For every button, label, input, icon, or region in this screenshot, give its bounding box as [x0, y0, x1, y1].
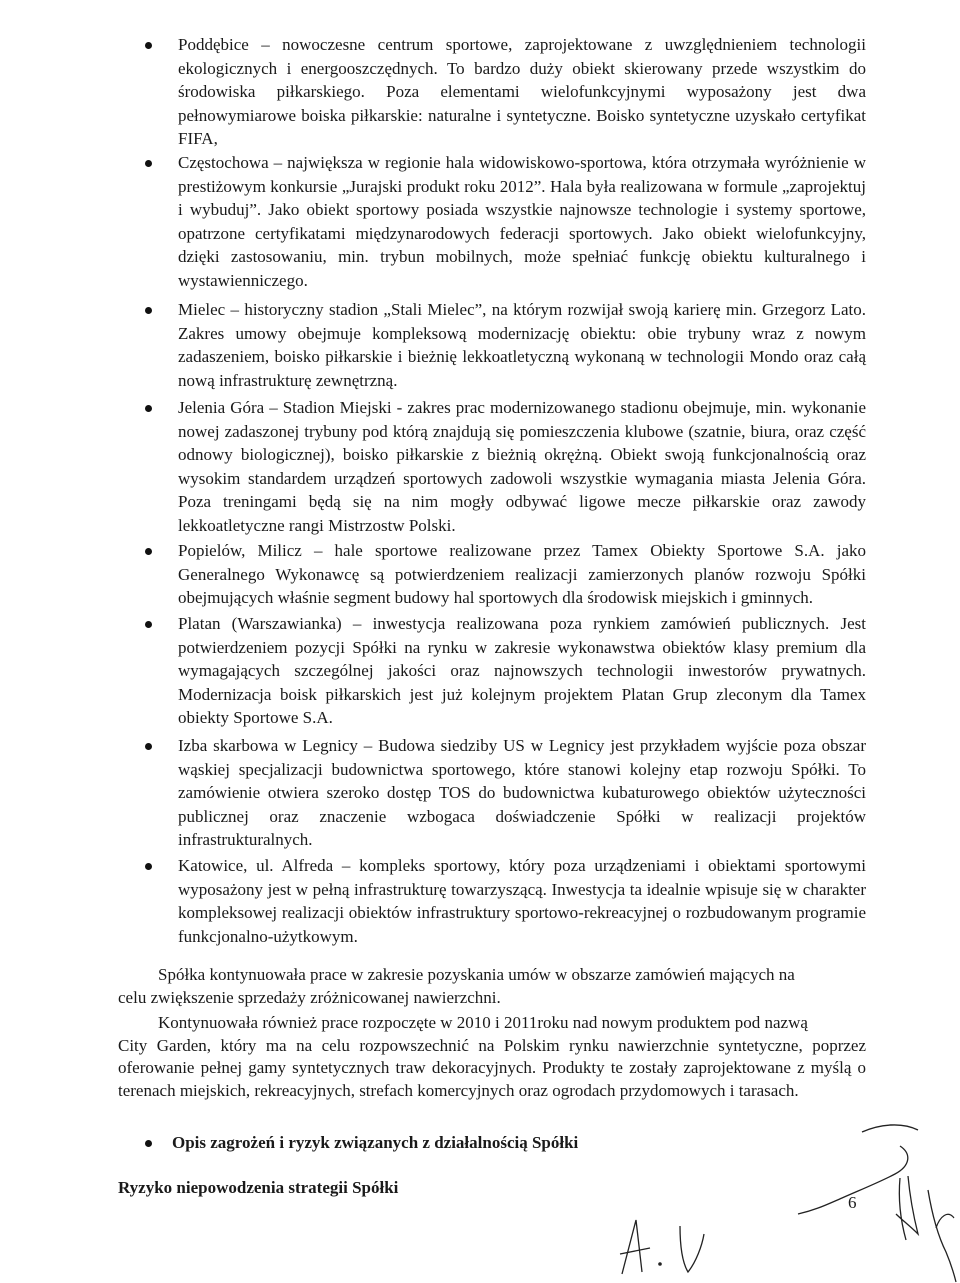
body-paragraph: Kontynuowała również prace rozpoczęte w 2010 i 2011roku nad nowym produktem pod nazwą City Garden, który ma na celu rozpowszechnić na Polskim rynku nawierzchnie syntetyczne, poprzez oferowanie pełnej gamy syntetycznych traw dekoracyjnych. Produkty te zostały zaprojektowane z myślą o terenach miejskich, rekreacyjnych, strefach komercyjnych oraz ogrodach przydomowych i tarasach. [118, 1013, 866, 1100]
bullet-icon [145, 160, 152, 167]
list-item: Mielec – historyczny stadion „Stali Mielec”, na którym rozwijał swoją karierę min. Grzegorz Lato. Zakres umowy obejmuje kompleksową modernizację obiektu: obie trybuny wraz z nowym zadaszeniem, boisko piłkarskie i bieżnię lekkoatletyczną wykonaną w technologii Mondo oraz całą nową infrastrukturę zewnętrzną. [178, 298, 866, 392]
bullet-icon [145, 621, 152, 628]
list-item: Platan (Warszawianka) – inwestycja realizowana poza rynkiem zamówień publicznych. Jest potwierdzeniem pozycji Spółki na rynku w zakresie wykonawstwa obiektów klasy premium dla wymagających szczególnej jakości oraz najnowszych technologii inwestorów prywatnych. Modernizacja boisk piłkarskich jest już kolejnym projektem Platan Grup zleconym dla Tamex obiekty Sportowe S.A. [178, 612, 866, 730]
bullet-icon [145, 42, 152, 49]
list-item: Katowice, ul. Alfreda – kompleks sportowy, który poza urządzeniami i obiektami sportowymi wyposażony jest w pełną infrastrukturę towarzyszącą. Inwestycja ta idealnie wpisuje się w charakter kompleksowej realizacji obiektów infrastruktury sportowo-rekreacyjnej o rozbudowanym programie funkcjonalno-użytkowym. [178, 854, 866, 948]
list-item: Izba skarbowa w Legnicy – Budowa siedziby US w Legnicy jest przykładem wyjście poza obszar wąskiej specjalizacji budownictwa sportowego, które stanowi kolejny etap rozwoju Spółki. To zamówienie otwiera szeroko dostęp TOS do budownictwa kubaturowego obiektów użyteczności publicznej oraz znaczenie wzbogaca doświadczenie Spółki w realizacji projektów infrastrukturalnych. [178, 734, 866, 852]
bullet-icon [145, 743, 152, 750]
bullet-icon [145, 863, 152, 870]
bullet-icon [145, 307, 152, 314]
bullet-icon [145, 548, 152, 555]
list-item: Poddębice – nowoczesne centrum sportowe, zaprojektowane z uwzględnieniem technologii ekologicznych i energooszczędnych. To bardzo duży obiekt skierowany przede wszystkim do środowiska piłkarskiego. Poza elementami wielofunkcyjnymi wyposażony jest dwa pełnowymiarowe boiska piłkarskie: naturalne i syntetyczne. Boisko syntetyczne uzyskało certyfikat FIFA, [178, 33, 866, 151]
list-item: Częstochowa – największa w regionie hala widowiskowo-sportowa, która otrzymała wyróżnienie w prestiżowym konkursie „Jurajski produkt roku 2012”. Hala była realizowana w formule „zaprojektuj i wybuduj”. Jako obiekt sportowy posiada wszystkie najnowsze technologie i systemy sportowe, opatrzone certyfikatami międzynarodowych federacji sportowych. Jako obiekt wielofunkcyjny, dzięki zastosowaniu, min. trybun mobilnych, może spełniać funkcję obiektu kulturalnego i wystawienniczego. [178, 151, 866, 293]
bullet-icon [145, 1140, 152, 1147]
list-item: Jelenia Góra – Stadion Miejski - zakres prac modernizowanego stadionu obejmuje, min. wykonanie nowej zadaszonej trybuny pod którą znajdują się pomieszczenia klubowe (szatnie, biura, oraz część odnowy biologicznej), boisko piłkarskie z bieżnią okrężną. Obiekt swoją funkcjonalnością oraz wysokim standardem urządzeń sportowych zadowoli wszystkie wymagania miasta Jelenia Góra. Poza treningami będą się na nim mogły odbywać ligowe mecze piłkarskie oraz zawody lekkoatletyczne rangi Mistrzostw Polski. [178, 396, 866, 538]
initials-icon [610, 1212, 720, 1280]
signature-icon [750, 1118, 960, 1283]
subsection-heading: Ryzyko niepowodzenia strategii Spółki [118, 1178, 399, 1197]
page-number: 6 [848, 1193, 857, 1212]
body-paragraph: Spółka kontynuowała prace w zakresie pozyskania umów w obszarze zamówień mających na celu zwiększenie sprzedaży zróżnicowanej nawierzchni. [118, 965, 795, 1007]
bullet-icon [145, 405, 152, 412]
section-heading: Opis zagrożeń i ryzyk związanych z działalnością Spółki [172, 1131, 578, 1155]
list-item: Popielów, Milicz – hale sportowe realizowane przez Tamex Obiekty Sportowe S.A. jako Generalnego Wykonawcę są potwierdzeniem realizacji zamierzonych planów rozwoju Spółki obejmujących właśnie segment budowy hal sportowych dla środowisk miejskich i gminnych. [178, 539, 866, 610]
